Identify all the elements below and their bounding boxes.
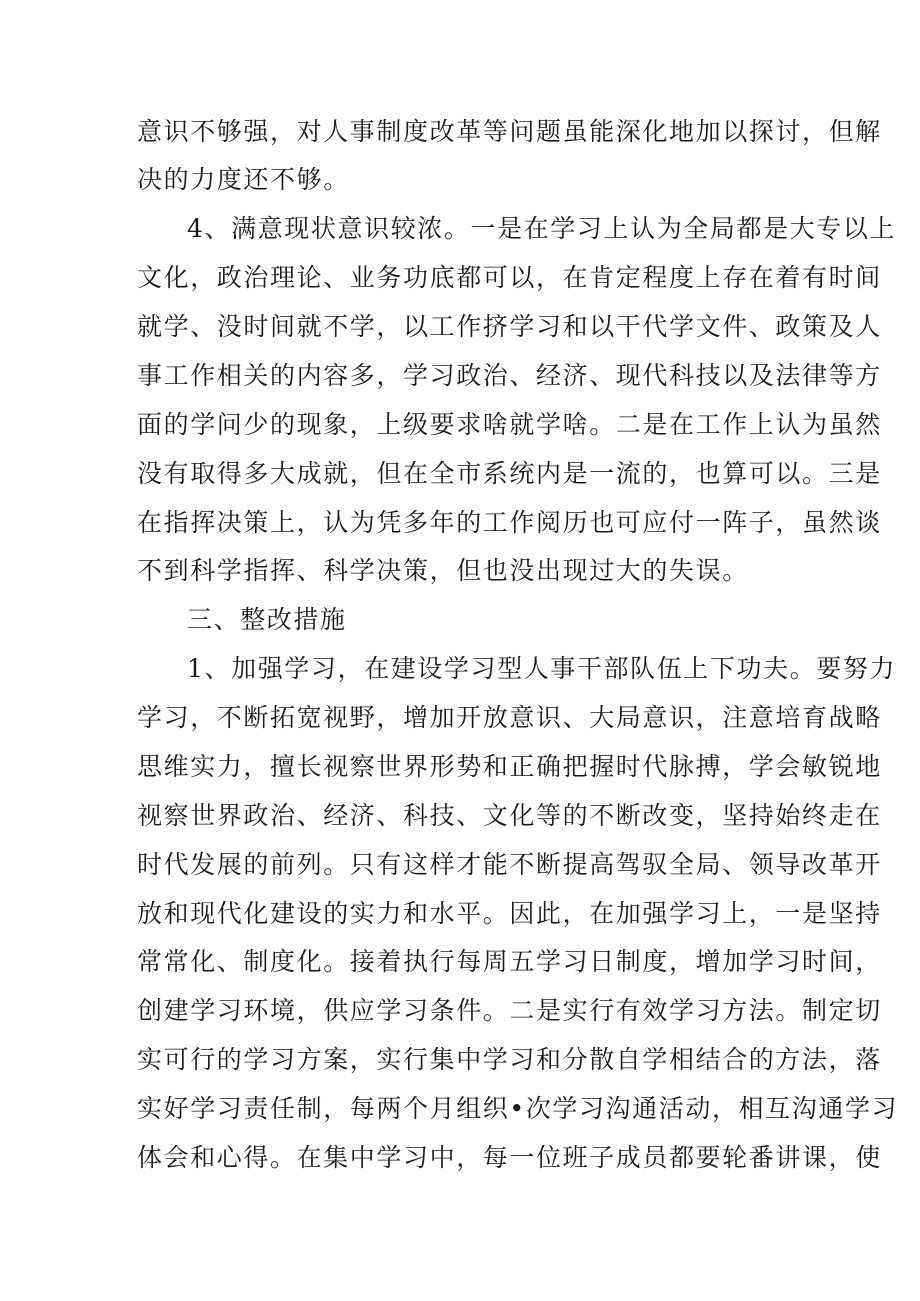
- text-line: 没有取得多大成就，但在全市系统内是一流的，也算可以。三是: [137, 459, 882, 488]
- text-line: 常常化、制度化。接着执行每周五学习日制度，增加学习时间，: [137, 947, 882, 976]
- text-line: 实好学习责任制，每两个月组织•次学习沟通活动，相互沟通学习: [137, 1094, 899, 1123]
- text-line: 不到科学指挥、科学决策，但也没出现过大的失误。: [137, 556, 749, 585]
- text-line: 文化，政治理论、业务功底都可以，在肯定程度上存在着有时间: [137, 263, 882, 292]
- text-line: 意识不够强，对人事制度改革等问题虽能深化地加以探讨，但解: [137, 117, 882, 146]
- paragraph-4-start: 4、满意现状意识较浓。一是在学习上认为全局都是大专以上: [187, 214, 897, 243]
- section-heading: 三、整改措施: [187, 605, 347, 634]
- text-line: 决的力度还不够。: [137, 165, 350, 194]
- text-line: 思维实力，擅长视察世界形势和正确把握时代脉搏，学会敏锐地: [137, 752, 882, 781]
- text-line: 事工作相关的内容多，学习政治、经济、现代科技以及法律等方: [137, 361, 882, 390]
- text-line: 视察世界政治、经济、科技、文化等的不断改变，坚持始终走在: [137, 801, 882, 830]
- text-line: 学习，不断拓宽视野，增加开放意识、大局意识，注意培育战略: [137, 703, 882, 732]
- text-line: 就学、没时间就不学，以工作挤学习和以干代学文件、政策及人: [137, 312, 882, 341]
- paragraph-1-start: 1、加强学习，在建设学习型人事干部队伍上下功夫。要努力: [187, 654, 897, 683]
- text-line: 时代发展的前列。只有这样才能不断提高驾驭全局、领导改革开: [137, 850, 882, 879]
- text-line: 在指挥决策上，认为凭多年的工作阅历也可应付一阵子，虽然谈: [137, 508, 882, 537]
- text-line: 实可行的学习方案，实行集中学习和分散自学相结合的方法，落: [137, 1045, 882, 1074]
- text-line: 体会和心得。在集中学习中，每一位班子成员都要轮番讲课，使: [137, 1143, 882, 1172]
- text-line: 创建学习环境，供应学习条件。二是实行有效学习方法。制定切: [137, 996, 882, 1025]
- text-line: 放和现代化建设的实力和水平。因此，在加强学习上，一是坚持: [137, 899, 882, 928]
- text-line: 面的学问少的现象，上级要求啥就学啥。二是在工作上认为虽然: [137, 410, 882, 439]
